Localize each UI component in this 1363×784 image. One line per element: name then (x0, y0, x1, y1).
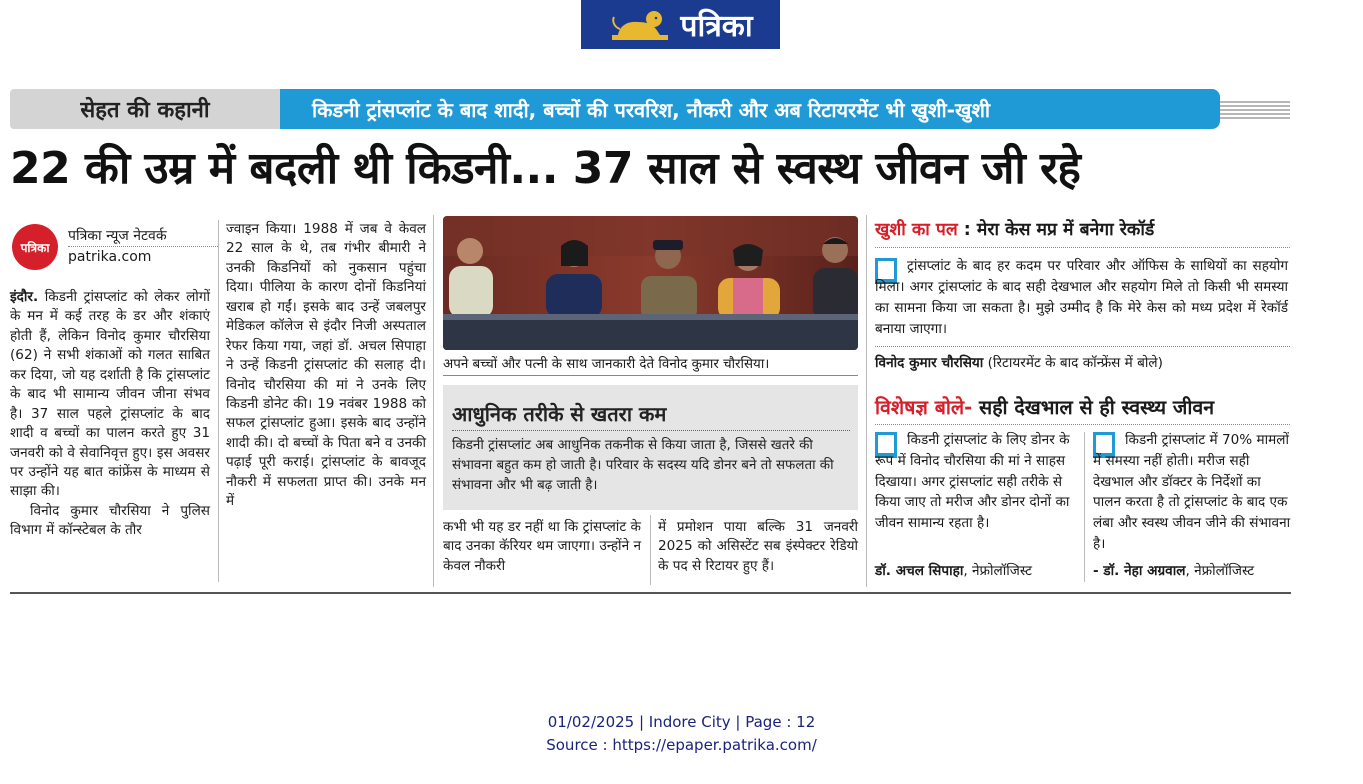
byline-network: पत्रिका न्यूज नेटवर्क (68, 226, 218, 247)
footer-source-line: Source : https://epaper.patrika.com/ (546, 735, 817, 754)
article-column-2: ज्वाइन किया। 1988 में जब वे केवल 22 साल के थे, तब गंभीर बीमारी ने उनकी किडनियों को नुकसान पहुंचा दिया। पीलिया के कारण दोनों किडनियां खराब हो गईं। इसके बाद उन्हें जबलपुर मेडिकल कॉलेज से इंदौर निजी अस्पताल रेफर किया गया, जहां डॉ. अचल सिपाहा ने उन्हें किडनी ट्रांसप्लांट की सलाह दी। विनोद चौरसिया की मां ने उनके लिए किडनी डोनेट की। 19 नवंबर 1988 को सफल ट्रांसप्लांट हुआ। इसके बाद उन्होंने शादी की। दो बच्चों के पिता बने व उनकी पढ़ाई पूरी कराई। ट्रांसप्लांट के बावजूद नौकरी में सफलता प्राप्त की। उनके मन में (226, 221, 426, 510)
masthead (581, 0, 780, 49)
article-column-3: कभी भी यह डर नहीं था कि ट्रांसप्लांट के बाद उनका कॅरियर थम जाएगा। उन्होंने न केवल नौकरी (443, 519, 641, 574)
subheadline: किडनी ट्रांसप्लांट के बाद शादी, बच्चों की परवरिश, नौकरी और अब रिटायरमेंट भी खुशी-खुशी (280, 89, 1220, 129)
quote-title-label: खुशी का पल (875, 220, 958, 240)
article-paragraph: किडनी ट्रांसप्लांट को लेकर लोगों के मन में कई तरह के डर और शंकाएं होती हैं, लेकिन विनोद कुमार चौरसिया (62) ने सभी शंकाओं को गलत साबित कर दिया, जो यह दर्शाती है कि ट्रांसप्लांट के बाद भी सामान्य जीवन जीना संभव है। 37 साल पहले ट्रांसप्लांट के बाद शादी व बच्चों का पालन करते हुए 31 जनवरी को वे सेवानिवृत्त हुए। इस अवसर पर उन्होंने यह बात कांफ्रेंस के माध्यम से साझा की। (10, 289, 210, 500)
byline (68, 226, 218, 268)
experts-title-label: विशेषज्ञ बोले- (875, 396, 973, 419)
expert-2-attribution (1093, 560, 1254, 579)
info-box-title: आधुनिक तरीके से खतरा कम (452, 402, 667, 426)
column-divider (650, 515, 651, 585)
quote-note: (रिटायरमेंट के बाद कॉन्फ्रेंस में बोले) (983, 355, 1163, 371)
press-conference-photo (443, 216, 858, 350)
divider (875, 247, 1290, 248)
dateline: इंदौर. (10, 289, 39, 305)
column-divider (1084, 432, 1085, 582)
expert-quote-2: किडनी ट्रांसप्लांट में 70% मामलों में समस्या नहीं होती। मरीज सही देखभाल और डॉक्टर के निर्देशों का पालन करता है तो ट्रांसप्लांट के बाद एक लंबा और स्वस्थ जीवन जीने की संभावना है। (1093, 432, 1291, 552)
quote-title (875, 217, 1154, 241)
info-box-text: किडनी ट्रांसप्लांट अब आधुनिक तकनीक से किया जाता है, जिससे खतरे की संभावना बहुत कम हो जाती है। परिवार के सदस्य यदि डोनर बने तो सफलता की संभावना और भी बढ़ जाती है। (452, 438, 834, 494)
column-divider (866, 215, 867, 587)
experts-title-text: सही देखभाल से ही स्वस्थ्य जीवन (972, 396, 1215, 419)
footer-date-line: 01/02/2025 | Indore City | Page : 12 (547, 713, 816, 731)
quote-text: ट्रांसप्लांट के बाद हर कदम पर परिवार और ऑफिस के साथियों का सहयोग मिला। अगर ट्रांसप्लांट के बाद सही देखभाल और सहयोग मिले तो किसी भी समस्या का सामना किया जा सकता है। मुझे उम्मीद है कि मेरे केस को मध्य प्रदेश में रेकॉर्ड बनाया जाएगा। (875, 258, 1288, 338)
byline-site: patrika.com (68, 249, 152, 266)
decorative-lines (1220, 101, 1290, 121)
masthead-title: पत्रिका (680, 9, 753, 44)
divider (875, 346, 1290, 347)
column-divider (433, 215, 434, 587)
footer (0, 711, 1363, 756)
expert-1-attribution (875, 560, 1032, 579)
article-paragraph-2: विनोद कुमार चौरसिया ने पुलिस विभाग में कॉन्स्टेबल के तौर (10, 502, 210, 539)
quote-attribution (875, 352, 1163, 371)
divider (452, 430, 850, 431)
headline: 22 की उम्र में बदली थी किडनी... 37 साल से स्वस्थ जीवन जी रहे (10, 143, 1081, 194)
column-divider (218, 220, 219, 582)
expert-2-role: , नेफ्रोलॉजिस्ट (1185, 563, 1255, 579)
lion-icon (608, 7, 672, 43)
article-column-4: में प्रमोशन पाया बल्कि 31 जनवरी 2025 को असिस्टेंट सब इंस्पेक्टर रेडियो के पद से रिटायर हुए हैं। (658, 519, 858, 574)
photo-caption: अपने बच्चों और पत्नी के साथ जानकारी देते विनोद कुमार चौरसिया। (443, 357, 770, 372)
section-kicker: सेहत की कहानी (10, 89, 280, 129)
quote-title-text: : मेरा केस मप्र में बनेगा रेकॉर्ड (957, 220, 1155, 240)
article-column-1 (10, 288, 210, 541)
page-bottom-rule (10, 592, 1291, 594)
patrika-logo-badge: पत्रिका (12, 224, 58, 270)
expert-1-role: , नेफ्रोलॉजिस्ट (963, 563, 1033, 579)
expert-2-name: - डॉ. नेहा अग्रवाल (1093, 563, 1186, 579)
expert-1-name: डॉ. अचल सिपाहा (875, 563, 964, 579)
divider (443, 375, 858, 376)
experts-title (875, 393, 1214, 420)
expert-quote-1: किडनी ट्रांसप्लांट के लिए डोनर के रूप में विनोद चौरसिया की मां ने साहस दिखाया। अगर ट्रांसप्लांट सही तरीके से किया जाए तो मरीज और डोनर दोनों का जीवन सामान्य रहता है। (875, 432, 1070, 532)
quote-speaker: विनोद कुमार चौरसिया (875, 355, 984, 371)
divider (875, 424, 1290, 425)
